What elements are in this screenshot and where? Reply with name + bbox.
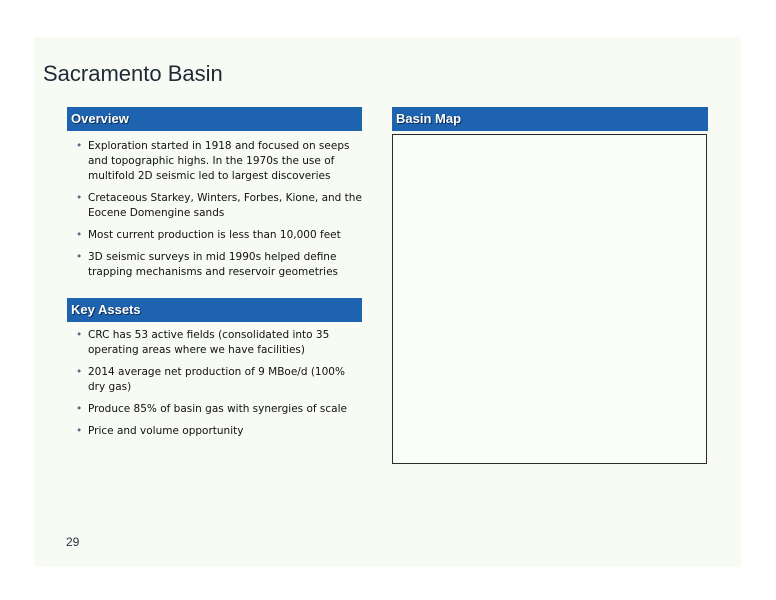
list-item (71, 191, 363, 221)
list-item (71, 228, 363, 243)
bullet-icon: • (76, 403, 83, 415)
bullet-icon: • (76, 425, 83, 437)
overview-header: Overview (67, 107, 362, 131)
list-item (71, 250, 363, 280)
bullet-icon: • (76, 229, 83, 241)
bullet-icon: • (76, 251, 83, 263)
basin-map-placeholder (392, 134, 707, 464)
list-item (71, 365, 363, 395)
page-number: 29 (66, 535, 80, 549)
slide (34, 37, 741, 567)
key-assets-list (71, 328, 363, 446)
bullet-text: 3D seismic surveys in mid 1990s helped define trapping mechanisms and reservoir geometries (88, 251, 339, 278)
list-item (71, 328, 363, 358)
bullet-text: Most current production is less than 10,000 feet (88, 229, 341, 241)
key-assets-header: Key Assets (67, 298, 362, 322)
overview-list (71, 139, 363, 287)
list-item (71, 424, 363, 439)
bullet-text: CRC has 53 active fields (consolidated into 35 operating areas where we have facilities) (88, 329, 330, 356)
bullet-icon: • (76, 366, 83, 378)
slide-title: Sacramento Basin (43, 61, 223, 86)
basin-map-header: Basin Map (392, 107, 708, 131)
bullet-text: Exploration started in 1918 and focused on seeps and topographic highs. In the 1970s the use of multifold 2D seismic led to largest discoveries (88, 140, 350, 182)
bullet-icon: • (76, 329, 83, 341)
bullet-text: Price and volume opportunity (88, 425, 244, 437)
bullet-text: Cretaceous Starkey, Winters, Forbes, Kione, and the Eocene Domengine sands (88, 192, 362, 219)
bullet-text: Produce 85% of basin gas with synergies of scale (88, 403, 347, 415)
list-item (71, 139, 363, 184)
bullet-icon: • (76, 140, 83, 152)
bullet-icon: • (76, 192, 83, 204)
list-item (71, 402, 363, 417)
bullet-text: 2014 average net production of 9 MBoe/d (100% dry gas) (88, 366, 345, 393)
